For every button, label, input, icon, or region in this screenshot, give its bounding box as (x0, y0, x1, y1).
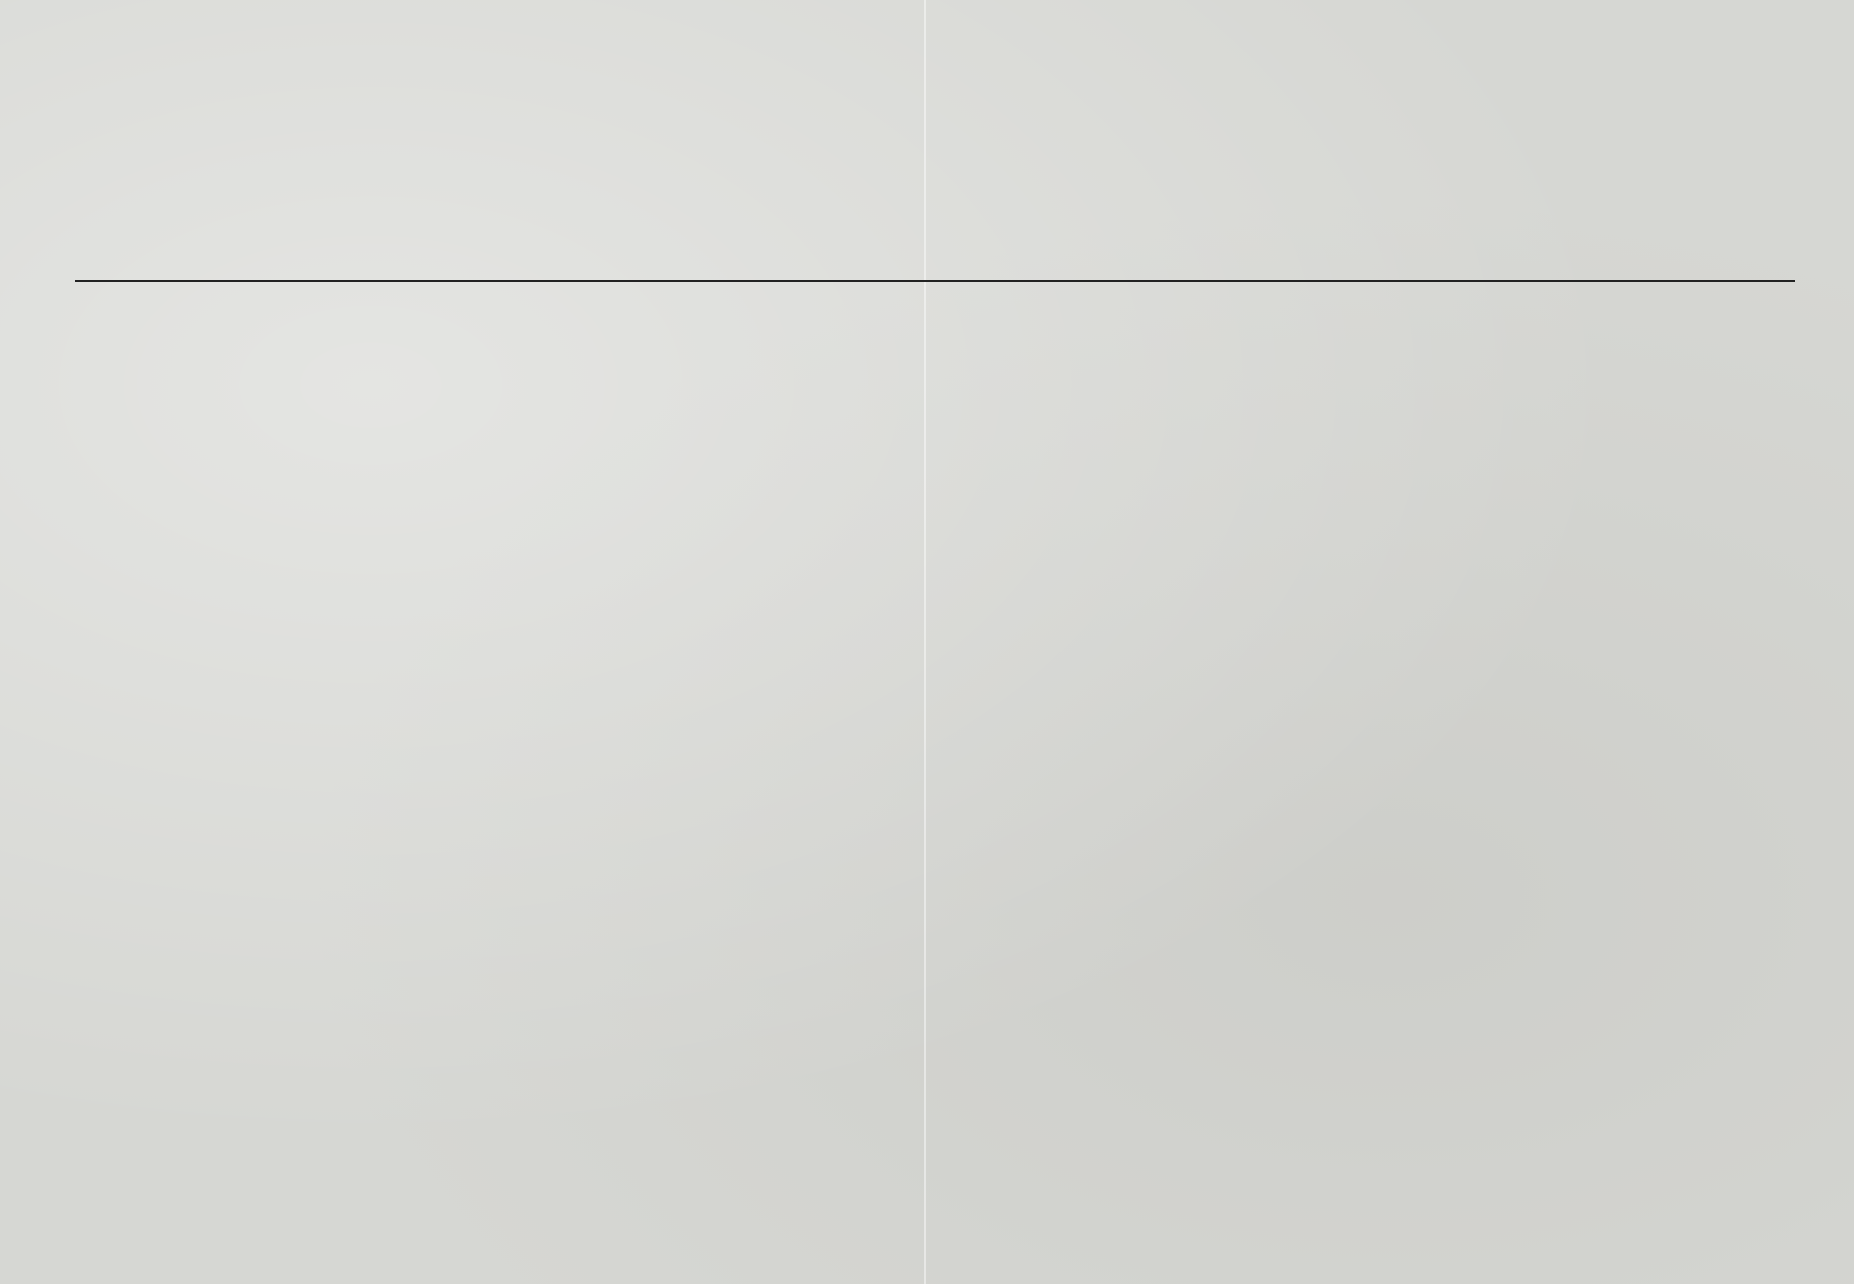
paper-fold (924, 0, 926, 1284)
header-divider (75, 280, 1795, 282)
